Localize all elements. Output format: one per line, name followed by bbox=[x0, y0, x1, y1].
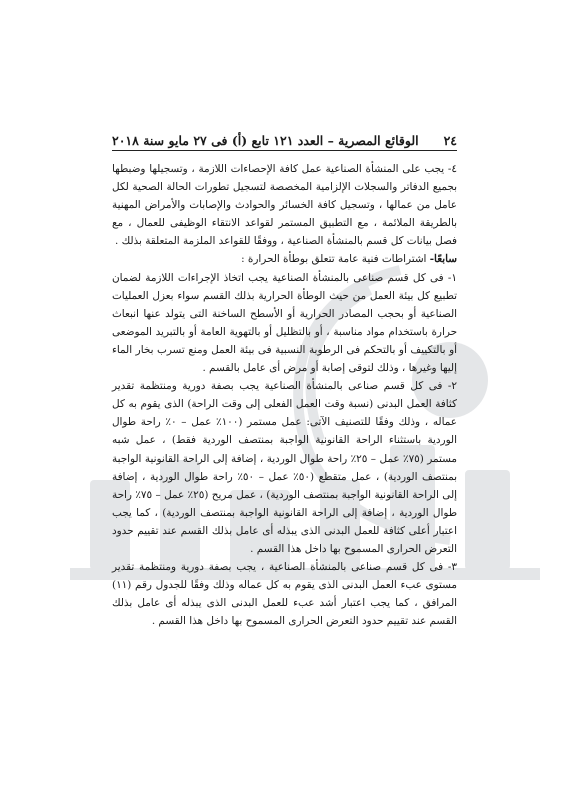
section-7-title: اشتراطات فنية عامة تتعلق بوطأة الحرارة : bbox=[241, 253, 430, 266]
paragraph-item-7-3: ٣- فى كل قسم صناعى بالمنشأة الصناعية ، يجب بصفة دورية ومنتظمة تقدير مستوى عبء العمل البدنى الذى يقوم به كل عماله وذلك وفقًا للجدول رقم (١١) المرافق ، كما يجب اعتبار أشد عبء للعمل البدنى الذى يبذله أى عامل بذلك القسم عند تقييم حدود التعرض الحرارى المسموح بها داخل هذا القسم . bbox=[112, 561, 457, 628]
section-7-number: سابعًا- bbox=[429, 253, 457, 266]
paragraph-item-7-1: ١- فى كل قسم صناعى بالمنشأة الصناعية يجب اتخاذ الإجراءات اللازمة لضمان تطبيع كل بيئة العمل من حيث الوطأة الحرارية بذلك القسم سواء بعزل العمليات الصناعية أو بحجب المصادر الحرارية أو الأسطح الساخنة التى يتولد عنها انبعاث حرارة باستخدام مواد مناسبة ، أو بالتظليل أو بالتهوية العامة أو بالتبريد الموضعى أو بالتكييف أو بالتحكم فى الرطوبة النسبية فى بيئة العمل ومنع تسرب بخار الماء إليها وغيرها ، وذلك لتوقى إصابة أو مرض أى عامل بالقسم . bbox=[112, 271, 457, 375]
document-body bbox=[112, 160, 457, 630]
paragraph-item-4: ٤- يجب على المنشأة الصناعية عمل كافة الإحصاءات اللازمة ، وتسجيلها وضبطها بجميع الدفاتر والسجلات الإلزامية المخصصة لتسجيل تطورات الحالة الصحية لكل عامل من عمالها ، وتسجيل كافة الخسائر والحوادث والإصابات والأمراض المهنية بالطريقة الملائمة ، مع التطبيق المستمر لقواعد الانتقاء الوظيفى للعمال ، مع فصل بيانات كل قسم بالمنشأة الصناعية ، ووفقًا للقواعد الملزمة المتعلقة بذلك . bbox=[112, 163, 457, 248]
running-header bbox=[112, 128, 457, 148]
section-7-heading bbox=[112, 250, 457, 268]
paragraph-item-7-2: ٢- فى كل قسم صناعى بالمنشأة الصناعية يجب بصفة دورية ومنتظمة تقدير كثافة العمل البدنى (نسبة وقت العمل الفعلى إلى وقت الراحة) الذى يقوم به كل عماله ، وذلك وفقًا للتصنيف الآتى: عمل مستمر (١٠٠٪ عمل – ٠٪ راحة طوال الوردية باستثناء الراحة القانونية الواجبة بمنتصف الوردية فقط) ، عمل شبه مستمر (٧٥٪ عمل – ٢٥٪ راحة طوال الوردية ، إضافة إلى الراحة القانونية الواجبة بمنتصف الوردية) ، عمل متقطع (٥٠٪ عمل – ٥٠٪ راحة طوال الوردية ، إضافة إلى الراحة القانونية الواجبة بمنتصف الوردية) ، عمل مريح (٢٥٪ عمل – ٧٥٪ راحة طوال الوردية ، إضافة إلى الراحة القانونية الواجبة بمنتصف الوردية) ، كما يجب اعتبار أعلى كثافة للعمل البدنى الذى يبذله أى عامل بذلك القسم عند تقييم حدود التعرض الحرارى المسموح بها داخل هذا القسم . bbox=[112, 380, 457, 555]
header-divider bbox=[112, 150, 457, 151]
running-title: الوقائع المصرية – العدد ١٢١ تابع (أ) فى ٢٧ مايو سنة ٢٠١٨ bbox=[112, 133, 419, 148]
page-number: ٢٤ bbox=[443, 133, 457, 148]
